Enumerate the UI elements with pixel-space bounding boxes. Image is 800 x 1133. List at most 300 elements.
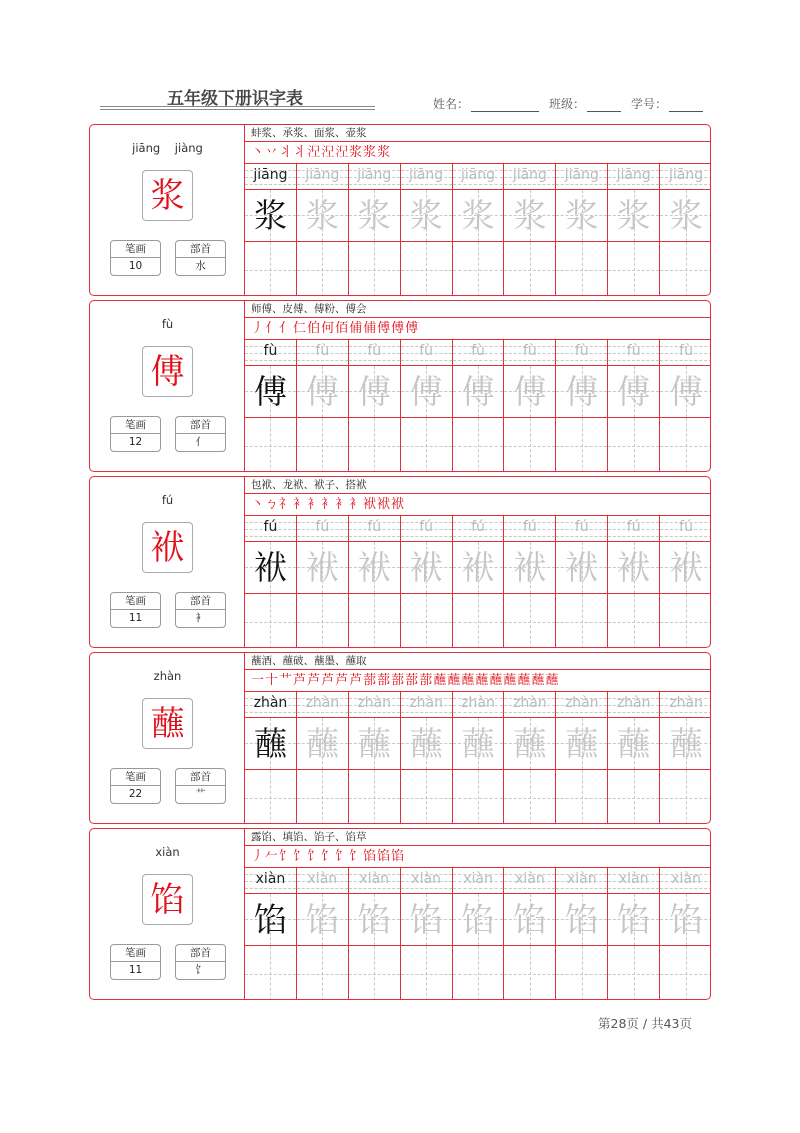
practice-character: 浆 bbox=[617, 196, 651, 235]
practice-character: 袱 bbox=[513, 548, 547, 587]
pinyin-row bbox=[453, 164, 504, 190]
main-character-box bbox=[142, 170, 193, 221]
practice-cell[interactable] bbox=[660, 692, 711, 824]
blank-writing-box[interactable] bbox=[349, 418, 400, 472]
stroke-step: 蘸 bbox=[475, 673, 490, 688]
stroke-count-label: 笔画 bbox=[111, 417, 160, 434]
practice-cell[interactable] bbox=[349, 516, 401, 648]
practice-cell[interactable] bbox=[349, 340, 401, 472]
stroke-count-box bbox=[110, 240, 161, 276]
practice-panel bbox=[245, 829, 711, 999]
tian-grid-box[interactable] bbox=[660, 894, 711, 946]
stroke-step: 丷 bbox=[265, 145, 280, 160]
practice-pinyin: jiāng bbox=[564, 167, 599, 183]
name-label: 姓名： bbox=[433, 97, 470, 111]
character-card bbox=[89, 476, 711, 648]
tian-grid-box[interactable] bbox=[608, 894, 659, 946]
practice-cell[interactable] bbox=[608, 516, 660, 648]
stroke-step: 何 bbox=[321, 321, 336, 336]
blank-writing-box[interactable] bbox=[245, 242, 296, 296]
practice-grid bbox=[245, 340, 711, 472]
blank-writing-box[interactable] bbox=[608, 594, 659, 648]
main-character: 袱 bbox=[150, 527, 185, 568]
tian-grid-box[interactable] bbox=[297, 542, 348, 594]
tian-grid-box[interactable] bbox=[401, 718, 452, 770]
practice-cell[interactable] bbox=[608, 340, 660, 472]
stroke-step: 馅 bbox=[363, 849, 378, 864]
stroke-step: 佰 bbox=[335, 321, 350, 336]
practice-cell[interactable] bbox=[556, 868, 608, 1000]
tian-grid-box[interactable] bbox=[297, 190, 348, 242]
stroke-step: 蔀 bbox=[391, 673, 406, 688]
practice-character: 馅 bbox=[305, 900, 339, 939]
tian-grid-box[interactable] bbox=[453, 542, 504, 594]
tian-grid-box[interactable] bbox=[349, 190, 400, 242]
practice-pinyin: zhàn bbox=[253, 695, 288, 711]
practice-pinyin: xiàn bbox=[671, 871, 701, 887]
blank-writing-box[interactable] bbox=[297, 242, 348, 296]
main-character-box bbox=[142, 346, 193, 397]
pinyin-row bbox=[504, 692, 555, 718]
practice-cell[interactable] bbox=[660, 516, 711, 648]
blank-writing-box[interactable] bbox=[349, 594, 400, 648]
stroke-step: 礻 bbox=[279, 497, 294, 512]
practice-cell[interactable] bbox=[401, 868, 453, 1000]
practice-cell[interactable] bbox=[660, 340, 711, 472]
blank-writing-box[interactable] bbox=[504, 946, 555, 1000]
pinyin-row bbox=[556, 340, 607, 366]
blank-writing-box[interactable] bbox=[608, 418, 659, 472]
pinyin-row bbox=[504, 164, 555, 190]
practice-cell[interactable] bbox=[245, 340, 297, 472]
stroke-step: 饣 bbox=[349, 849, 364, 864]
radical-value: 衤 bbox=[195, 612, 206, 624]
pinyin-row bbox=[608, 164, 659, 190]
stroke-step: 蔀 bbox=[377, 673, 392, 688]
practice-cell[interactable] bbox=[660, 164, 711, 296]
practice-cell[interactable] bbox=[401, 164, 453, 296]
practice-character: 袱 bbox=[617, 548, 651, 587]
class-field[interactable] bbox=[549, 95, 621, 112]
blank-writing-box[interactable] bbox=[245, 770, 296, 824]
tian-grid-box[interactable] bbox=[504, 542, 555, 594]
blank-writing-box[interactable] bbox=[297, 594, 348, 648]
tian-grid-box[interactable] bbox=[660, 718, 711, 770]
pinyin-row bbox=[401, 164, 452, 190]
practice-cell[interactable] bbox=[608, 164, 660, 296]
blank-writing-box[interactable] bbox=[245, 594, 296, 648]
stroke-step: 傅 bbox=[405, 321, 420, 336]
name-blank[interactable] bbox=[471, 98, 539, 112]
practice-pinyin: fú bbox=[315, 519, 330, 535]
main-character-box bbox=[142, 522, 193, 573]
tian-grid-box[interactable] bbox=[660, 542, 711, 594]
character-info-panel bbox=[90, 829, 245, 999]
blank-writing-box[interactable] bbox=[660, 770, 711, 824]
blank-writing-box[interactable] bbox=[556, 418, 607, 472]
practice-pinyin: fú bbox=[471, 519, 485, 535]
practice-pinyin: zhàn bbox=[461, 695, 495, 711]
tian-grid-box[interactable] bbox=[245, 542, 296, 594]
practice-pinyin: jiāng bbox=[669, 167, 704, 183]
tian-grid-box[interactable] bbox=[504, 718, 555, 770]
practice-character: 傅 bbox=[409, 372, 443, 411]
practice-character: 蘸 bbox=[669, 724, 703, 763]
pinyin-row bbox=[660, 692, 711, 718]
practice-panel bbox=[245, 125, 711, 295]
practice-cell[interactable] bbox=[453, 164, 505, 296]
class-label: 班级： bbox=[549, 97, 586, 111]
main-character: 傅 bbox=[150, 351, 185, 392]
tian-grid-box[interactable] bbox=[556, 894, 607, 946]
blank-writing-box[interactable] bbox=[660, 242, 711, 296]
tian-grid-box[interactable] bbox=[297, 366, 348, 418]
practice-pinyin: jiāng bbox=[512, 167, 547, 183]
blank-writing-box[interactable] bbox=[556, 770, 607, 824]
title-underline-double bbox=[100, 109, 375, 110]
blank-writing-box[interactable] bbox=[245, 946, 296, 1000]
tian-grid-box[interactable] bbox=[556, 542, 607, 594]
practice-pinyin: jiāng bbox=[460, 167, 496, 183]
pinyin-row bbox=[349, 516, 400, 542]
practice-character: 蘸 bbox=[617, 724, 651, 763]
tian-grid-box[interactable] bbox=[349, 542, 400, 594]
practice-cell[interactable] bbox=[504, 340, 556, 472]
radical-value: 艹 bbox=[195, 788, 206, 800]
stroke-step: 饣 bbox=[279, 849, 294, 864]
practice-character: 馅 bbox=[461, 900, 495, 939]
practice-cell[interactable] bbox=[297, 340, 349, 472]
stroke-step: 饣 bbox=[335, 849, 350, 864]
practice-cell[interactable] bbox=[245, 868, 297, 1000]
stroke-step: 伯 bbox=[307, 321, 322, 336]
tian-grid-box[interactable] bbox=[453, 718, 504, 770]
tian-grid-box[interactable] bbox=[349, 718, 400, 770]
stroke-step: 蔀 bbox=[363, 673, 378, 688]
practice-pinyin: xiàn bbox=[359, 871, 390, 887]
practice-character: 傅 bbox=[305, 372, 339, 411]
blank-writing-box[interactable] bbox=[401, 418, 452, 472]
blank-writing-box[interactable] bbox=[504, 242, 555, 296]
pinyin-row bbox=[349, 868, 400, 894]
main-character-box bbox=[142, 698, 193, 749]
page-number: 第28页 / 共43页 bbox=[598, 1016, 692, 1031]
tian-grid-box[interactable] bbox=[608, 366, 659, 418]
practice-character: 浆 bbox=[305, 196, 339, 235]
tian-grid-box[interactable] bbox=[504, 366, 555, 418]
tian-grid-box[interactable] bbox=[453, 894, 504, 946]
character-pinyin: xiàn bbox=[155, 845, 180, 859]
stroke-step: 蘸 bbox=[461, 673, 476, 688]
practice-cell[interactable] bbox=[453, 692, 505, 824]
practice-character: 浆 bbox=[357, 196, 391, 235]
practice-cell[interactable] bbox=[504, 516, 556, 648]
practice-pinyin: xiàn bbox=[411, 871, 441, 887]
practice-cell[interactable] bbox=[556, 340, 608, 472]
practice-cell[interactable] bbox=[453, 340, 505, 472]
blank-writing-box[interactable] bbox=[504, 770, 555, 824]
stroke-step: 蔀 bbox=[405, 673, 420, 688]
tian-grid-box[interactable] bbox=[245, 894, 296, 946]
stroke-step: 浆 bbox=[363, 145, 378, 160]
practice-pinyin: fú bbox=[419, 519, 434, 535]
tian-grid-box[interactable] bbox=[556, 366, 607, 418]
radical-label: 部首 bbox=[176, 241, 225, 258]
stroke-step: 蘸 bbox=[545, 673, 560, 688]
blank-writing-box[interactable] bbox=[453, 418, 504, 472]
character-info-panel bbox=[90, 301, 245, 471]
blank-writing-box[interactable] bbox=[608, 770, 659, 824]
blank-writing-box[interactable] bbox=[401, 594, 452, 648]
practice-cell[interactable] bbox=[297, 868, 349, 1000]
practice-cell[interactable] bbox=[245, 516, 297, 648]
stroke-step: 浆 bbox=[377, 145, 392, 160]
word-examples: 包袱、龙袱、袱子、搭袱 bbox=[245, 477, 711, 494]
stroke-count-label: 笔画 bbox=[111, 945, 160, 962]
stroke-step: 馅 bbox=[377, 849, 392, 864]
practice-cell[interactable] bbox=[453, 516, 505, 648]
name-field[interactable] bbox=[433, 95, 539, 112]
blank-writing-box[interactable] bbox=[504, 594, 555, 648]
practice-character: 蘸 bbox=[513, 724, 547, 763]
tian-grid-box[interactable] bbox=[660, 190, 711, 242]
main-character: 馅 bbox=[150, 879, 185, 920]
radical-value: 水 bbox=[195, 260, 206, 272]
blank-writing-box[interactable] bbox=[660, 594, 711, 648]
stroke-step: 衤 bbox=[293, 497, 308, 512]
blank-writing-box[interactable] bbox=[556, 946, 607, 1000]
blank-writing-box[interactable] bbox=[453, 946, 504, 1000]
practice-cell[interactable] bbox=[245, 692, 297, 824]
class-blank[interactable] bbox=[587, 98, 621, 112]
stroke-step: 浆 bbox=[349, 145, 364, 160]
practice-cell[interactable] bbox=[660, 868, 711, 1000]
practice-character: 浆 bbox=[253, 196, 287, 235]
practice-pinyin: xiàn bbox=[566, 871, 597, 887]
blank-writing-box[interactable] bbox=[297, 770, 348, 824]
practice-pinyin: fù bbox=[522, 343, 537, 359]
stroke-step: 衤 bbox=[307, 497, 322, 512]
stroke-step: 芦 bbox=[349, 673, 364, 688]
practice-cell[interactable] bbox=[401, 516, 453, 648]
tian-grid-box[interactable] bbox=[504, 190, 555, 242]
pinyin-row bbox=[608, 868, 659, 894]
practice-pinyin: fú bbox=[679, 519, 693, 535]
stroke-step: 十 bbox=[265, 673, 280, 688]
stroke-step: 亻 bbox=[279, 321, 294, 336]
stroke-step: 芦 bbox=[335, 673, 350, 688]
practice-character: 馅 bbox=[409, 900, 443, 939]
character-pinyin: fù bbox=[161, 317, 174, 331]
stroke-step: 𣳄 bbox=[335, 145, 350, 160]
tian-grid-box[interactable] bbox=[556, 718, 607, 770]
tian-grid-box[interactable] bbox=[401, 542, 452, 594]
blank-writing-box[interactable] bbox=[608, 946, 659, 1000]
tian-grid-box[interactable] bbox=[453, 366, 504, 418]
practice-character: 馅 bbox=[617, 900, 651, 939]
practice-cell[interactable] bbox=[349, 164, 401, 296]
tian-grid-box[interactable] bbox=[608, 542, 659, 594]
stroke-order bbox=[245, 318, 711, 340]
blank-writing-box[interactable] bbox=[349, 770, 400, 824]
stroke-step: 丶 bbox=[251, 497, 266, 512]
tian-grid-box[interactable] bbox=[245, 718, 296, 770]
practice-character: 蘸 bbox=[305, 724, 339, 763]
stroke-step: 蘸 bbox=[503, 673, 518, 688]
stroke-order bbox=[245, 142, 711, 164]
practice-cell[interactable] bbox=[556, 516, 608, 648]
pinyin-row bbox=[245, 164, 296, 190]
blank-writing-box[interactable] bbox=[297, 418, 348, 472]
pinyin-row bbox=[401, 340, 452, 366]
pinyin-row bbox=[453, 692, 504, 718]
character-info-panel bbox=[90, 477, 245, 647]
blank-writing-box[interactable] bbox=[401, 770, 452, 824]
blank-writing-box[interactable] bbox=[297, 946, 348, 1000]
practice-panel bbox=[245, 477, 711, 647]
stroke-step: 饣 bbox=[307, 849, 322, 864]
stroke-order bbox=[245, 846, 711, 868]
practice-character: 袱 bbox=[357, 548, 391, 587]
tian-grid-box[interactable] bbox=[504, 894, 555, 946]
word-examples: 师傅、皮傅、傅粉、傅会 bbox=[245, 301, 711, 318]
stroke-count-value: 12 bbox=[128, 436, 143, 448]
blank-writing-box[interactable] bbox=[349, 946, 400, 1000]
pinyin-row bbox=[245, 868, 296, 894]
character-pinyin: fú bbox=[161, 493, 174, 507]
page-title: 五年级下册识字表 bbox=[167, 89, 303, 109]
stroke-order bbox=[245, 494, 711, 516]
pinyin-row bbox=[401, 868, 452, 894]
stroke-step: 蔀 bbox=[419, 673, 434, 688]
radical-box bbox=[175, 416, 226, 452]
tian-grid-box[interactable] bbox=[245, 366, 296, 418]
character-info-panel bbox=[90, 653, 245, 823]
stroke-step: 傅 bbox=[377, 321, 392, 336]
blank-writing-box[interactable] bbox=[453, 770, 504, 824]
practice-pinyin: fù bbox=[263, 343, 278, 359]
pinyin-row bbox=[660, 164, 711, 190]
practice-character: 蘸 bbox=[461, 724, 495, 763]
number-field[interactable] bbox=[631, 95, 703, 112]
tian-grid-box[interactable] bbox=[556, 190, 607, 242]
stroke-step: 芦 bbox=[293, 673, 308, 688]
blank-writing-box[interactable] bbox=[453, 594, 504, 648]
practice-cell[interactable] bbox=[608, 692, 660, 824]
tian-grid-box[interactable] bbox=[453, 190, 504, 242]
tian-grid-box[interactable] bbox=[608, 190, 659, 242]
practice-cell[interactable] bbox=[504, 692, 556, 824]
practice-cell[interactable] bbox=[504, 164, 556, 296]
practice-cell[interactable] bbox=[556, 164, 608, 296]
pinyin-row bbox=[608, 340, 659, 366]
practice-cell[interactable] bbox=[556, 692, 608, 824]
character-card bbox=[89, 652, 711, 824]
tian-grid-box[interactable] bbox=[245, 190, 296, 242]
tian-grid-box[interactable] bbox=[401, 366, 452, 418]
page-header bbox=[0, 0, 800, 120]
blank-writing-box[interactable] bbox=[349, 242, 400, 296]
stroke-count-value: 22 bbox=[128, 788, 143, 800]
practice-grid bbox=[245, 868, 711, 1000]
blank-writing-box[interactable] bbox=[453, 242, 504, 296]
blank-writing-box[interactable] bbox=[608, 242, 659, 296]
practice-character: 傅 bbox=[253, 372, 287, 411]
pinyin-row bbox=[245, 516, 296, 542]
practice-character: 傅 bbox=[513, 372, 547, 411]
practice-cell[interactable] bbox=[297, 516, 349, 648]
stroke-step: 衤 bbox=[335, 497, 350, 512]
pinyin-row bbox=[453, 340, 504, 366]
number-blank[interactable] bbox=[669, 98, 703, 112]
main-character: 蘸 bbox=[150, 703, 185, 744]
stroke-step: 蘸 bbox=[447, 673, 462, 688]
pinyin-row bbox=[349, 340, 400, 366]
pinyin-row bbox=[608, 692, 659, 718]
stroke-step: 𠂉 bbox=[265, 849, 280, 864]
blank-writing-box[interactable] bbox=[660, 418, 711, 472]
pinyin-row bbox=[556, 164, 607, 190]
stroke-step: 芦 bbox=[307, 673, 322, 688]
practice-cell[interactable] bbox=[608, 868, 660, 1000]
blank-writing-box[interactable] bbox=[556, 594, 607, 648]
practice-cell[interactable] bbox=[349, 868, 401, 1000]
tian-grid-box[interactable] bbox=[401, 894, 452, 946]
practice-cell[interactable] bbox=[504, 868, 556, 1000]
stroke-count-box bbox=[110, 592, 161, 628]
pinyin-row bbox=[297, 164, 348, 190]
practice-cell[interactable] bbox=[401, 692, 453, 824]
practice-cell[interactable] bbox=[245, 164, 297, 296]
radical-label: 部首 bbox=[176, 945, 225, 962]
tian-grid-box[interactable] bbox=[297, 718, 348, 770]
practice-cell[interactable] bbox=[453, 868, 505, 1000]
practice-character: 浆 bbox=[513, 196, 547, 235]
blank-writing-box[interactable] bbox=[556, 242, 607, 296]
practice-pinyin: xiàn bbox=[307, 871, 338, 887]
tian-grid-box[interactable] bbox=[401, 190, 452, 242]
pinyin-row bbox=[297, 868, 348, 894]
tian-grid-box[interactable] bbox=[660, 366, 711, 418]
stroke-step: 衤 bbox=[349, 497, 364, 512]
practice-pinyin: fú bbox=[367, 519, 382, 535]
practice-character: 袱 bbox=[565, 548, 599, 587]
practice-cell[interactable] bbox=[349, 692, 401, 824]
blank-writing-box[interactable] bbox=[660, 946, 711, 1000]
practice-pinyin: fù bbox=[315, 343, 330, 359]
stroke-step: 俌 bbox=[363, 321, 378, 336]
blank-writing-box[interactable] bbox=[401, 946, 452, 1000]
character-pinyin: zhàn bbox=[153, 669, 182, 683]
tian-grid-box[interactable] bbox=[349, 894, 400, 946]
practice-pinyin: fú bbox=[626, 519, 641, 535]
practice-cell[interactable] bbox=[297, 692, 349, 824]
practice-cell[interactable] bbox=[297, 164, 349, 296]
practice-pinyin: fù bbox=[471, 343, 485, 359]
practice-cell[interactable] bbox=[401, 340, 453, 472]
blank-writing-box[interactable] bbox=[245, 418, 296, 472]
tian-grid-box[interactable] bbox=[349, 366, 400, 418]
stroke-step: 蘸 bbox=[517, 673, 532, 688]
tian-grid-box[interactable] bbox=[297, 894, 348, 946]
pinyin-row bbox=[297, 340, 348, 366]
practice-character: 馅 bbox=[565, 900, 599, 939]
blank-writing-box[interactable] bbox=[504, 418, 555, 472]
stroke-step: 俌 bbox=[349, 321, 364, 336]
tian-grid-box[interactable] bbox=[608, 718, 659, 770]
main-character-box bbox=[142, 874, 193, 925]
blank-writing-box[interactable] bbox=[401, 242, 452, 296]
